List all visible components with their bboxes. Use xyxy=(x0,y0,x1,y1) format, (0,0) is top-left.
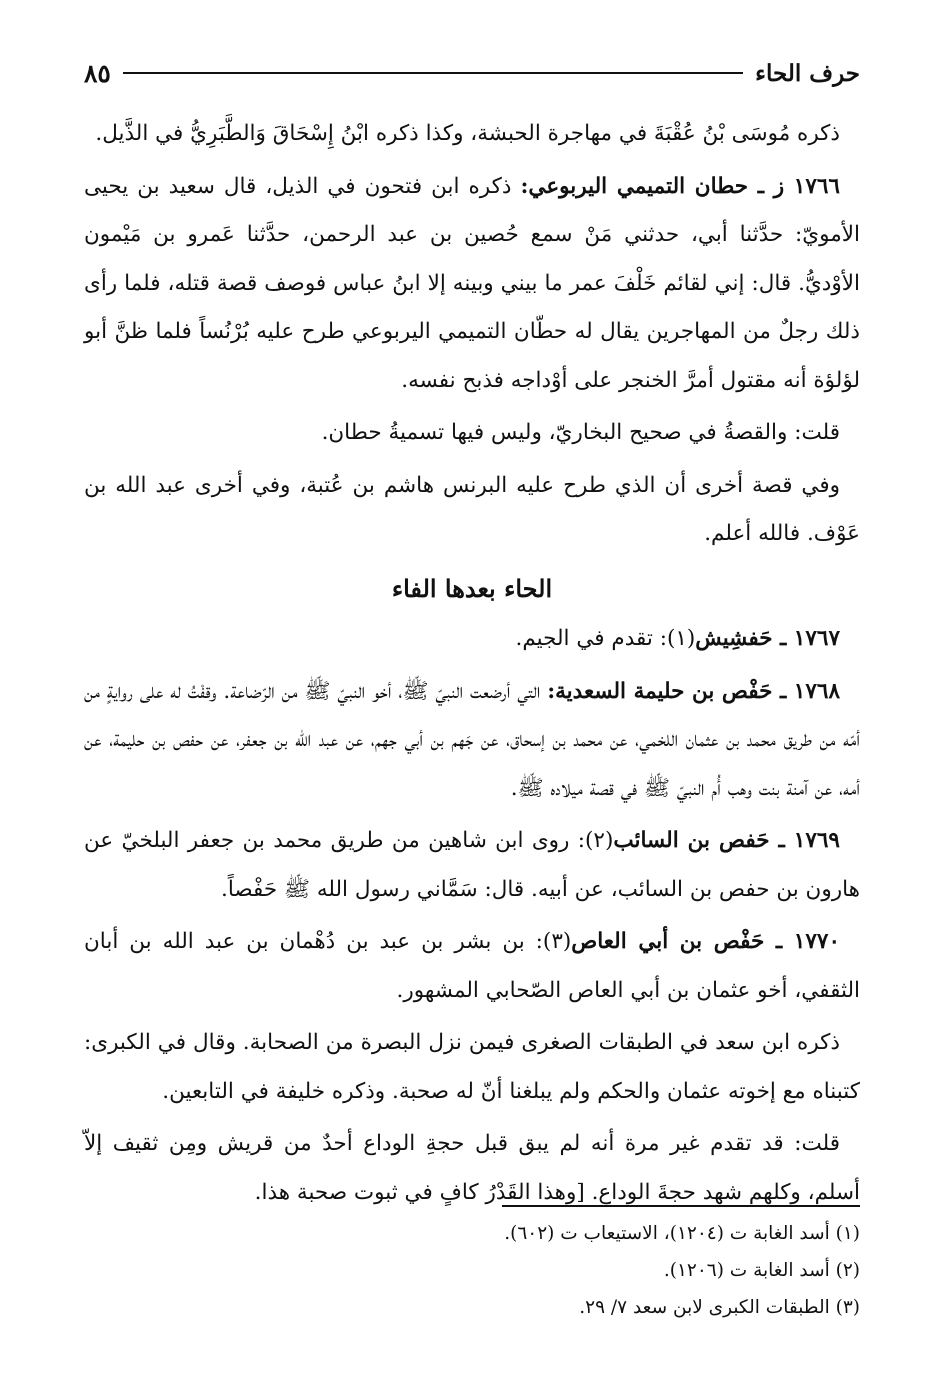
paragraph-text: قلت: قد تقدم غير مرة أنه لم يبق قبل حجةِ الوداع أحدٌ من قريش ومِن ثقيف إلاّ أسلم، وكلهم شهد حجةَ الوداع. [وهذا القَدْرُ كافٍ في ثبوت صحبة هذا. xyxy=(84,1131,860,1205)
footnote-rule xyxy=(502,1205,860,1207)
paragraph xyxy=(84,409,860,458)
paragraph xyxy=(84,1120,860,1217)
page-number: ٨٥ xyxy=(84,58,111,88)
paragraph xyxy=(84,462,860,559)
running-title: حرف الحاء xyxy=(755,59,860,87)
entry-lead: ١٧٦٦ ز ـ حطان التميمي اليربوعي: xyxy=(520,173,840,199)
footnotes xyxy=(84,1205,860,1326)
entry-text: : روى ابن شاهين من طريق محمد بن جعفر البلخيّ عن هارون بن حفص بن السائب، عن أبيه. قال: سَمَّاني رسول الله ﷺ حَفْصاً. xyxy=(84,828,860,902)
section-heading: الحاء بعدها الفاء xyxy=(391,573,553,603)
entry-1769 xyxy=(84,817,860,914)
paragraph-text: وفي قصة أخرى أن الذي طرح عليه البرنس هاشم بن عُتبة، وفي أخرى عبد الله بن عَوْف. فالله أعلم. xyxy=(84,472,860,546)
entry-1767 xyxy=(84,615,860,664)
entry-lead: ١٧٦٧ ـ حَفشِيش xyxy=(695,626,840,651)
header-rule xyxy=(123,72,743,74)
entry-text: : تقدم في الجيم. xyxy=(515,626,667,651)
entry-1770 xyxy=(84,918,860,1015)
entry-lead: ١٧٦٩ ـ حَفص بن السائب xyxy=(613,828,840,853)
main-text xyxy=(84,110,860,1221)
footnote-ref: (٣) xyxy=(542,929,572,954)
entry-lead: ١٧٦٨ ـ حَفْص بن حليمة السعدية: xyxy=(547,678,840,704)
entry-1766 xyxy=(84,163,860,406)
paragraph xyxy=(84,110,860,159)
entry-1768 xyxy=(84,668,860,814)
entry-text: التي أرضعت النبيّ ﷺ، أخو النبيّ ﷺ من الرّضاعة. وقفْتُ له على روايةٍ من أمّه من طريق محمد بن عثمان اللخمي، عن محمد بن إسحاق، عن جَهم بن أبي جهم، عن عبد الله بن جعفر، عن حفص بن حليمة، عن أمه، عن آمنة بنت وهب أُم النبيّ ﷺ في قصة ميلاده ﷺ. xyxy=(84,678,860,801)
footnote: (٢) أسد الغابة ت (١٢٠٦). xyxy=(663,1260,860,1281)
entry-text: : بن بشر بن عبد بن دُهْمان بن عبد الله بن أبان الثقفي، أخو عثمان بن أبي العاص الصّحابي المشهور. xyxy=(84,929,860,1003)
paragraph xyxy=(84,1019,860,1116)
paragraph-text: قلت: والقصةُ في صحيح البخاريّ، وليس فيها تسميةُ حطان. xyxy=(321,420,840,445)
footnote: (٣) الطبقات الكبرى لابن سعد ٧/ ٢٩. xyxy=(579,1297,860,1318)
paragraph-text: ذكره مُوسَى بْنُ عُقْبَةَ في مهاجرة الحبشة، وكذا ذكره ابْنُ إِسْحَاقَ وَالطَّبَرِيُّ في الذَّيل. xyxy=(95,121,840,146)
entry-text: ذكره ابن فتحون في الذيل، قال سعيد بن يحيى الأمويّ: حدَّثنا أبي، حدثني مَنْ سمع حُصين بن عبد الرحمن، حدَّثنا عَمرو بن مَيْمون الأوْديُّ. قال: إني لقائم خَلْفَ عمر ما بيني وبينه إلا ابنُ عباس فوصف قصة قتله، فلما رأى ذلك رجلٌ من المهاجرين يقال له حطّان التميمي اليربوعي طرح عليه بُرْنُساً فلما ظنَّ أبو لؤلؤة أنه مقتول أمرَّ الخنجر على أوْداجه فذبح نفسه. xyxy=(84,173,860,393)
footnote: (١) أسد الغابة ت (١٢٠٤)، الاستيعاب ت (٦٠٢). xyxy=(504,1223,860,1244)
entry-lead: ١٧٧٠ ـ حَفْص بن أبي العاص xyxy=(571,929,840,954)
page-header xyxy=(84,52,860,94)
footnote-ref: (١) xyxy=(666,626,696,651)
paragraph-text: ذكره ابن سعد في الطبقات الصغرى فيمن نزل البصرة من الصحابة. وقال في الكبرى: كتبناه مع إخوته عثمان والحكم ولم يبلغنا أنّ له صحبة. وذكره خليفة في التابعين. xyxy=(84,1030,860,1104)
footnote-ref: (٢) xyxy=(585,828,614,853)
